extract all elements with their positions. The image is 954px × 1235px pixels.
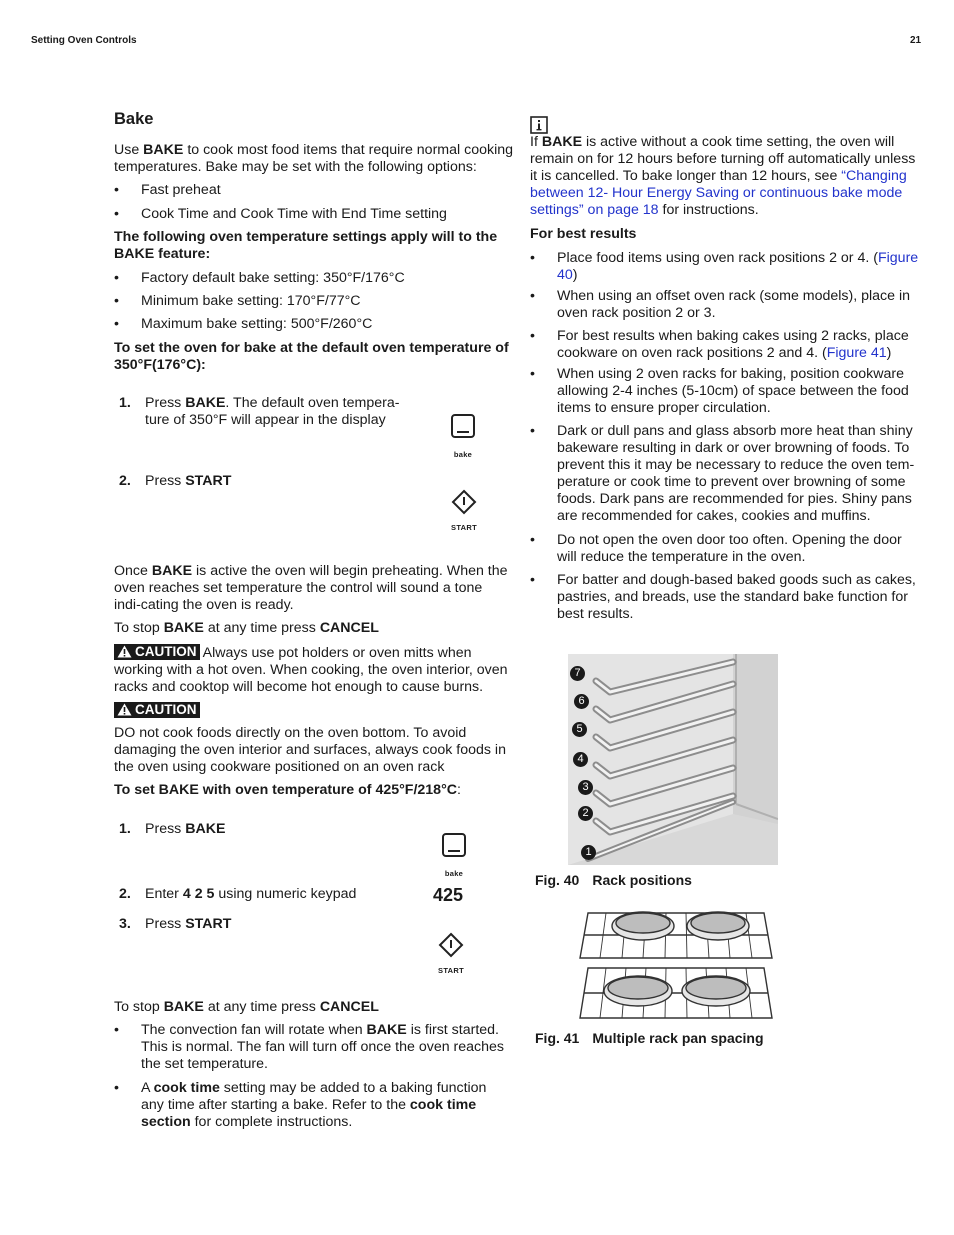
list-item: • Fast preheat	[114, 182, 221, 198]
caution-2-text: DO not cook foods directly on the oven bottom. To avoid damaging the oven interior and surfaces, always cook foods in the oven using cookware positioned on an oven rack	[114, 725, 506, 775]
list-item: • For best results when baking cakes using 2 racks, place cookware on oven rack positions 2 and 4. (Figure 41)	[530, 328, 909, 361]
list-item: • Dark or dull pans and glass absorb more heat than shiny bakeware resulting in dark or over browning of foods. To prevent this it may be necessary to reduce the oven tem-perature or cook time to prevent over browning of some foods. Dark pans are recommended for pies. Shiny pans are recommended for cakes, cookies and muffins.	[530, 423, 915, 524]
caution-badge: CAUTION	[114, 702, 200, 718]
notes-list	[114, 1022, 514, 1138]
bake-key-label: bake	[453, 450, 473, 459]
start-key	[436, 932, 470, 979]
section-title: Bake	[114, 110, 154, 128]
temp-settings-heading: The following oven temperature settings apply will to the BAKE feature:	[114, 229, 498, 262]
start-key	[449, 489, 483, 536]
caution-badge: CAUTION	[114, 644, 200, 660]
step-number: 2.	[119, 886, 131, 902]
figure-41-link[interactable]: Figure 41	[826, 345, 887, 361]
start-key-icon	[449, 489, 479, 515]
default-temp-heading: To set the oven for bake at the default oven temperature of 350°F(176°C):	[114, 340, 509, 373]
stop-instruction-1: To stop BAKE at any time press CANCEL	[114, 620, 379, 636]
warning-icon	[117, 645, 132, 658]
list-item: • A cook time setting may be added to a baking function any time after starting a bake. Refer to the cook time section for complete instructions.	[114, 1080, 487, 1130]
rack-label-1: 1	[581, 845, 596, 860]
temp-settings-list	[114, 270, 514, 339]
step-number: 2.	[119, 473, 131, 489]
page-18-link[interactable]: “Changing between 12- Hour Energy Saving or continuous bake mode settings” on page 18	[530, 168, 907, 218]
list-item: • For batter and dough-based baked goods such as cakes, pastries, and breads, use the standard bake function for best results.	[530, 572, 916, 622]
rack-label-7: 7	[570, 666, 585, 681]
start-key-icon	[436, 932, 466, 958]
rack-label-6: 6	[574, 694, 589, 709]
start-key-label: START	[438, 966, 464, 975]
step-3-text: Press START	[145, 916, 232, 932]
figure-40-link[interactable]: Figure 40	[557, 250, 919, 283]
figure-41-caption: Fig. 41 Multiple rack pan spacing	[535, 1030, 764, 1046]
caution-2-badge-row	[114, 702, 200, 720]
list-item: • Do not open the oven door too often. Opening the door will reduce the temperature in the oven.	[530, 532, 902, 565]
list-item: • The convection fan will rotate when BAKE is first started. This is normal. The fan will turn off once the oven reaches the set temperature.	[114, 1022, 505, 1072]
rack-label-3: 3	[578, 780, 593, 795]
bake-options-list	[114, 182, 514, 230]
caution-1: CAUTION Always use pot holders or oven mitts when working with a hot oven. When cooking, the oven interior, oven racks and cooktop will become hot enough to cause burns.	[114, 644, 508, 695]
info-icon	[530, 116, 548, 134]
step-2-text: Enter 4 2 5 using numeric keypad	[145, 886, 357, 902]
bake-key-icon	[440, 832, 468, 860]
step-1-text: Press BAKE. The default oven tempera- ture of 350°F will appear in the display	[145, 395, 400, 428]
list-item: • Maximum bake setting: 500°F/260°C	[114, 316, 373, 332]
warning-icon	[117, 703, 132, 716]
bake-key-label: bake	[444, 869, 464, 878]
bake-key	[449, 413, 479, 463]
rack-label-2: 2	[578, 806, 593, 821]
list-item: • When using an offset oven rack (some models), place in oven rack position 2 or 3.	[530, 288, 911, 321]
list-item: • Cook Time and Cook Time with End Time setting	[114, 206, 447, 222]
rack-label-5: 5	[572, 722, 587, 737]
step-number: 1.	[119, 395, 131, 411]
rack-number-column	[570, 666, 590, 858]
stop-instruction-2: To stop BAKE at any time press CANCEL	[114, 999, 379, 1015]
step-1-text: Press BAKE	[145, 821, 226, 837]
page-number: 21	[910, 35, 922, 46]
figure-40-caption: Fig. 40 Rack positions	[535, 872, 692, 888]
rack-positions-figure	[568, 654, 778, 865]
best-results-list	[530, 250, 925, 629]
best-results-heading: For best results	[530, 226, 637, 242]
start-key-label: START	[451, 523, 477, 532]
preheat-paragraph: Once BAKE is active the oven will begin preheating. When the oven reaches set temperature the control will sound a tone indi-cating the oven is ready.	[114, 563, 508, 613]
list-item: • Place food items using oven rack positions 2 or 4. (Figure 40)	[530, 250, 919, 283]
step-number: 1.	[119, 821, 131, 837]
list-item: • Factory default bake setting: 350°F/176°C	[114, 270, 405, 286]
set-425-heading: To set BAKE with oven temperature of 425°F/218°C:	[114, 782, 461, 798]
list-item: • Minimum bake setting: 170°F/77°C	[114, 293, 361, 309]
bake-key-icon	[449, 413, 477, 441]
temperature-display: 425	[433, 885, 464, 905]
step-number: 3.	[119, 916, 131, 932]
list-item: • When using 2 oven racks for baking, position cookware allowing 2-4 inches (5-10cm) of space between the food items to ensure proper circulation.	[530, 366, 909, 416]
bake-key	[440, 832, 470, 882]
running-header: Setting Oven Controls	[31, 35, 137, 46]
rack-label-4: 4	[573, 752, 588, 767]
info-note: If BAKE is active without a cook time setting, the oven will remain on for 12 hours before turning off automatically unless it is cancelled. To bake longer than 12 hours, see “Changing between 12- Hour Energy Saving or continuous bake mode settings” on page 18 for instructions.	[530, 134, 916, 218]
rack-pan-spacing-figure	[576, 908, 776, 1023]
intro-paragraph: Use BAKE to cook most food items that require normal cooking temperatures. Bake may be set with the following options:	[114, 142, 513, 175]
step-2-text: Press START	[145, 473, 232, 489]
